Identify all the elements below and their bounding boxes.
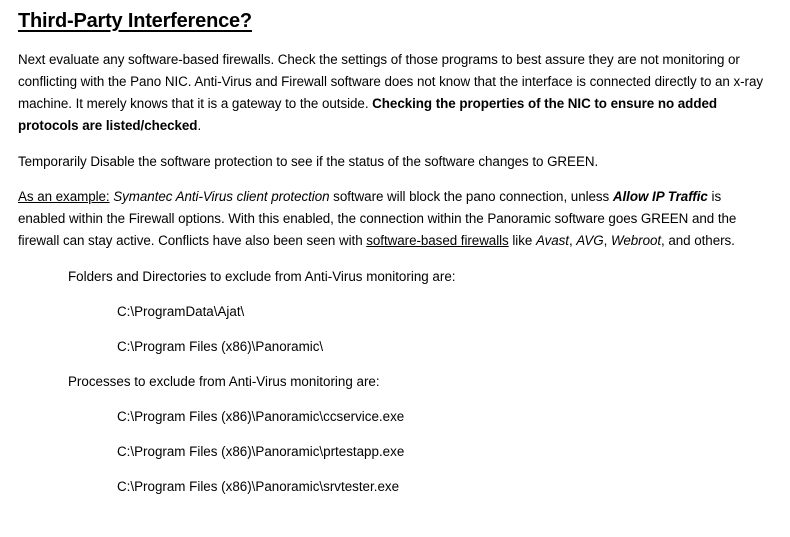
disable-protection-paragraph: Temporarily Disable the software protection to see if the status of the software changes to GREEN.	[18, 154, 599, 169]
folders-heading: Folders and Directories to exclude from Anti-Virus monitoring are:	[68, 269, 456, 284]
firewall-paragraph	[18, 49, 772, 137]
example-comma-2: ,	[603, 233, 612, 248]
software-firewalls-link[interactable]: software-based firewalls	[366, 233, 509, 248]
example-text-3: like	[508, 233, 536, 248]
avast-name: Avast	[535, 233, 569, 248]
page-title: Third-Party Interference?	[18, 10, 252, 32]
example-text-1: software will block the pano connection, unless	[329, 189, 613, 204]
process-path-item: C:\Program Files (x86)\Panoramic\prtestapp.exe	[117, 444, 405, 459]
example-text-end: , and others.	[661, 233, 735, 248]
process-path-item: C:\Program Files (x86)\Panoramic\ccservice.exe	[117, 409, 405, 424]
example-comma-1: ,	[568, 233, 577, 248]
webroot-name: Webroot	[611, 233, 662, 248]
example-paragraph	[18, 186, 772, 252]
folder-path-item: C:\ProgramData\Ajat\	[117, 304, 245, 319]
folder-path-item: C:\Program Files (x86)\Panoramic\	[117, 339, 324, 354]
allow-ip-traffic-option: Allow IP Traffic	[612, 189, 708, 204]
firewall-paragraph-end: .	[197, 118, 202, 133]
process-path-item: C:\Program Files (x86)\Panoramic\srvtester.exe	[117, 479, 400, 494]
processes-heading: Processes to exclude from Anti-Virus monitoring are:	[68, 374, 380, 389]
example-lead: As an example:	[18, 189, 110, 204]
firewall-paragraph-text: Next evaluate any software-based firewalls. Check the settings of those programs to best assure they are not monitoring or conflicting with the Pano NIC. Anti-Virus and Firewall software does not know that the interface is connected directly to an x-ray machine. It merely knows that it is a gateway to the outside.	[18, 52, 763, 111]
nic-properties-bold-text: Checking the properties of the NIC to ensure no added protocols are listed/checked	[18, 96, 717, 133]
avg-name: AVG	[576, 233, 604, 248]
example-text-2: is enabled within the Firewall options. With this enabled, the connection within the Panoramic software goes GREEN and the firewall can stay active. Conflicts have also been seen with	[18, 189, 737, 248]
symantec-product-name: Symantec Anti-Virus client protection	[113, 189, 330, 204]
